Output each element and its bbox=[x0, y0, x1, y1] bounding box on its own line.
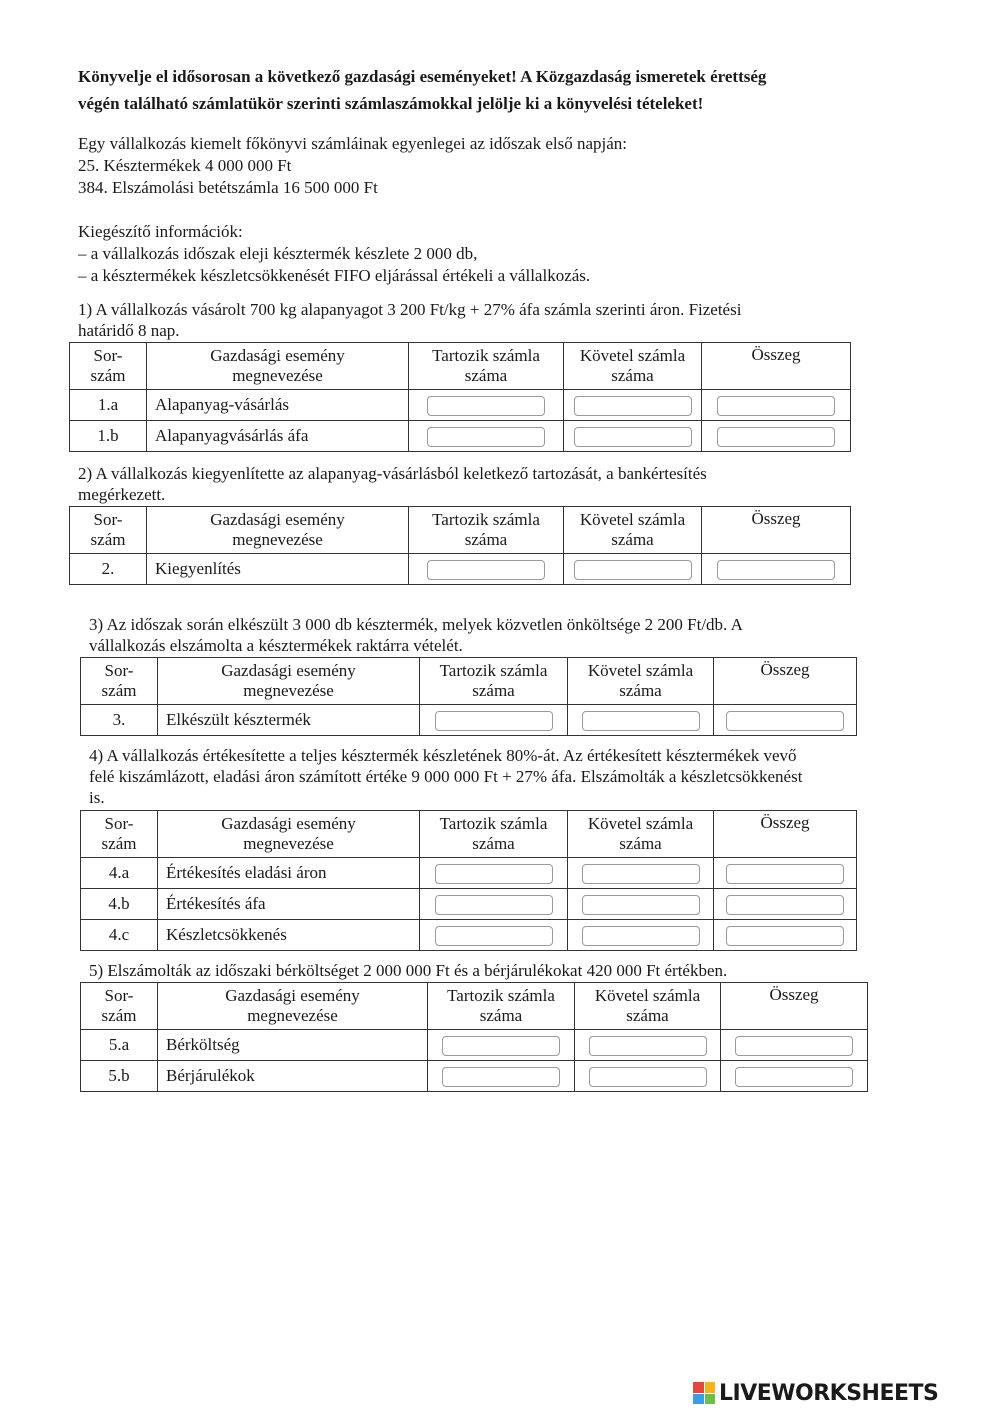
row-number: 4.a bbox=[81, 858, 158, 889]
debit-account-input-4a[interactable] bbox=[435, 864, 553, 884]
amount-input-1a[interactable] bbox=[717, 396, 835, 416]
header-credit-account: Követel számla száma bbox=[575, 983, 721, 1030]
credit-account-input-5a[interactable] bbox=[589, 1036, 707, 1056]
table-row bbox=[70, 390, 851, 421]
instruction-title-line-1: Könyvelje el idősorosan a következő gazdasági eseményeket! A Közgazdaság ismeretek érettség bbox=[78, 67, 767, 86]
credit-account-input-4a[interactable] bbox=[582, 864, 700, 884]
task-3-table bbox=[80, 657, 857, 736]
header-sorszam: Sor- szám bbox=[70, 507, 147, 554]
header-amount: Összeg bbox=[721, 983, 868, 1030]
table-header-row bbox=[70, 507, 851, 554]
debit-account-input-5a[interactable] bbox=[442, 1036, 560, 1056]
task-4-text-line-3: is. bbox=[89, 788, 105, 807]
amount-input-4a[interactable] bbox=[726, 864, 844, 884]
header-amount: Összeg bbox=[702, 507, 851, 554]
amount-input-2[interactable] bbox=[717, 560, 835, 580]
credit-account-input-1a[interactable] bbox=[574, 396, 692, 416]
debit-account-input-2[interactable] bbox=[427, 560, 545, 580]
debit-account-input-5b[interactable] bbox=[442, 1067, 560, 1087]
header-credit-account: Követel számla száma bbox=[568, 811, 714, 858]
header-debit-account: Tartozik számla száma bbox=[409, 507, 564, 554]
credit-account-input-5b[interactable] bbox=[589, 1067, 707, 1087]
debit-account-input-1b[interactable] bbox=[427, 427, 545, 447]
header-event-name: Gazdasági esemény megnevezése bbox=[147, 343, 409, 390]
header-debit-account: Tartozik számla száma bbox=[420, 811, 568, 858]
header-sorszam: Sor- szám bbox=[81, 811, 158, 858]
instruction-title-line-2: végén található számlatükör szerinti számlaszámokkal jelölje ki a könyvelési tételeket! bbox=[78, 94, 704, 113]
header-amount: Összeg bbox=[714, 658, 857, 705]
debit-account-input-4c[interactable] bbox=[435, 926, 553, 946]
task-2-text-line-2: megérkezett. bbox=[78, 485, 166, 504]
header-credit-account: Követel számla száma bbox=[564, 507, 702, 554]
debit-account-input-4b[interactable] bbox=[435, 895, 553, 915]
table-row bbox=[81, 1030, 868, 1061]
header-debit-account: Tartozik számla száma bbox=[420, 658, 568, 705]
extra-info-heading: Kiegészítő információk: bbox=[78, 222, 243, 241]
row-number: 4.c bbox=[81, 920, 158, 951]
row-number: 5.a bbox=[81, 1030, 158, 1061]
table-header-row bbox=[81, 658, 857, 705]
row-number: 2. bbox=[70, 554, 147, 585]
table-row bbox=[81, 889, 857, 920]
credit-account-input-3[interactable] bbox=[582, 711, 700, 731]
header-amount: Összeg bbox=[714, 811, 857, 858]
table-row bbox=[81, 858, 857, 889]
credit-account-input-2[interactable] bbox=[574, 560, 692, 580]
table-row bbox=[70, 421, 851, 452]
table-row bbox=[81, 705, 857, 736]
credit-account-input-4b[interactable] bbox=[582, 895, 700, 915]
logo-mark-icon bbox=[693, 1382, 715, 1404]
header-debit-account: Tartozik számla száma bbox=[409, 343, 564, 390]
table-header-row bbox=[81, 983, 868, 1030]
task-3-text-line-2: vállalkozás elszámolta a késztermékek raktárra vételét. bbox=[89, 636, 463, 655]
header-sorszam: Sor- szám bbox=[81, 658, 158, 705]
row-number: 1.a bbox=[70, 390, 147, 421]
task-5-text-line-1: 5) Elszámolták az időszaki bérköltséget 2 000 000 Ft és a bérjárulékokat 420 000 Ft értékben. bbox=[89, 961, 728, 980]
table-header-row bbox=[70, 343, 851, 390]
logo-text: LIVEWORKSHEETS bbox=[719, 1380, 939, 1406]
header-event-name: Gazdasági esemény megnevezése bbox=[147, 507, 409, 554]
header-amount: Összeg bbox=[702, 343, 851, 390]
table-row bbox=[81, 1061, 868, 1092]
amount-input-3[interactable] bbox=[726, 711, 844, 731]
header-debit-account: Tartozik számla száma bbox=[428, 983, 575, 1030]
row-number: 5.b bbox=[81, 1061, 158, 1092]
amount-input-4b[interactable] bbox=[726, 895, 844, 915]
header-event-name: Gazdasági esemény megnevezése bbox=[158, 658, 420, 705]
balance-finished-goods: 25. Késztermékek 4 000 000 Ft bbox=[78, 156, 292, 175]
task-1-text-line-2: határidő 8 nap. bbox=[78, 321, 180, 340]
row-event-label: Értékesítés eladási áron bbox=[158, 858, 420, 889]
row-event-label: Alapanyagvásárlás áfa bbox=[147, 421, 409, 452]
header-event-name: Gazdasági esemény megnevezése bbox=[158, 983, 428, 1030]
row-number: 1.b bbox=[70, 421, 147, 452]
task-4-text-line-2: felé kiszámlázott, eladási áron számított értéke 9 000 000 Ft + 27% áfa. Elszámolták a készletcsökkenést bbox=[89, 767, 803, 786]
table-row bbox=[81, 920, 857, 951]
liveworksheets-logo bbox=[693, 1380, 938, 1406]
task-5-table bbox=[80, 982, 868, 1092]
row-event-label: Kiegyenlítés bbox=[147, 554, 409, 585]
row-event-label: Értékesítés áfa bbox=[158, 889, 420, 920]
task-1-table bbox=[69, 342, 851, 452]
task-2-text-line-1: 2) A vállalkozás kiegyenlítette az alapanyag-vásárlásból keletkező tartozását, a bankértesítés bbox=[78, 464, 707, 483]
debit-account-input-1a[interactable] bbox=[427, 396, 545, 416]
header-sorszam: Sor- szám bbox=[81, 983, 158, 1030]
task-2-table bbox=[69, 506, 851, 585]
credit-account-input-4c[interactable] bbox=[582, 926, 700, 946]
balances-heading: Egy vállalkozás kiemelt főkönyvi számláinak egyenlegei az időszak első napján: bbox=[78, 134, 628, 153]
debit-account-input-3[interactable] bbox=[435, 711, 553, 731]
row-event-label: Bérjárulékok bbox=[158, 1061, 428, 1092]
header-credit-account: Követel számla száma bbox=[564, 343, 702, 390]
amount-input-4c[interactable] bbox=[726, 926, 844, 946]
task-4-table bbox=[80, 810, 857, 951]
row-number: 3. bbox=[81, 705, 158, 736]
row-number: 4.b bbox=[81, 889, 158, 920]
amount-input-1b[interactable] bbox=[717, 427, 835, 447]
header-event-name: Gazdasági esemény megnevezése bbox=[158, 811, 420, 858]
extra-info-item-2: – a késztermékek készletcsökkenését FIFO eljárással értékeli a vállalkozás. bbox=[78, 266, 591, 285]
balance-bank-account: 384. Elszámolási betétszámla 16 500 000 Ft bbox=[78, 178, 378, 197]
row-event-label: Elkészült késztermék bbox=[158, 705, 420, 736]
amount-input-5b[interactable] bbox=[735, 1067, 853, 1087]
credit-account-input-1b[interactable] bbox=[574, 427, 692, 447]
row-event-label: Alapanyag-vásárlás bbox=[147, 390, 409, 421]
task-1-text-line-1: 1) A vállalkozás vásárolt 700 kg alapanyagot 3 200 Ft/kg + 27% áfa számla szerinti áron. Fizetési bbox=[78, 300, 742, 319]
task-3-text-line-1: 3) Az időszak során elkészült 3 000 db késztermék, melyek közvetlen önköltsége 2 200 Ft/db. A bbox=[89, 615, 743, 634]
header-credit-account: Követel számla száma bbox=[568, 658, 714, 705]
task-4-text-line-1: 4) A vállalkozás értékesítette a teljes késztermék készletének 80%-át. Az értékesített késztermékek vevő bbox=[89, 746, 797, 765]
amount-input-5a[interactable] bbox=[735, 1036, 853, 1056]
row-event-label: Készletcsökkenés bbox=[158, 920, 420, 951]
extra-info-item-1: – a vállalkozás időszak eleji késztermék készlete 2 000 db, bbox=[78, 244, 478, 263]
table-header-row bbox=[81, 811, 857, 858]
row-event-label: Bérköltség bbox=[158, 1030, 428, 1061]
table-row bbox=[70, 554, 851, 585]
header-sorszam: Sor- szám bbox=[70, 343, 147, 390]
